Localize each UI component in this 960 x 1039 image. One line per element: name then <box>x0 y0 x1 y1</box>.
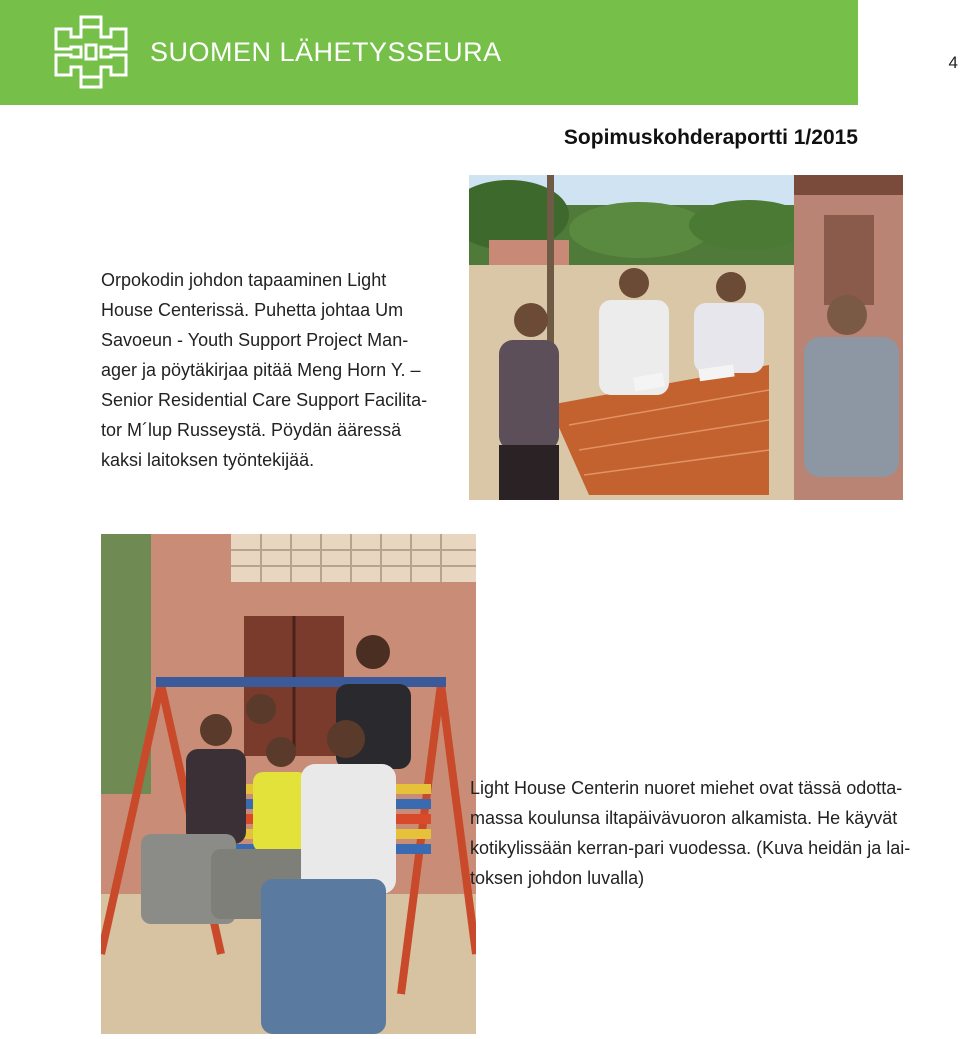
caption-line: Senior Residential Care Support Facilita- <box>101 390 428 410</box>
caption-line: kaksi laitoksen työntekijää. <box>101 450 315 470</box>
youth-caption <box>470 773 950 893</box>
page-number: 4 <box>948 53 958 72</box>
caption-line: toksen johdon luvalla) <box>470 868 645 888</box>
organization-name: SUOMEN LÄHETYSSEURA <box>150 37 502 67</box>
meeting-caption <box>101 265 451 475</box>
caption-line: Orpokodin johdon tapaaminen Light <box>101 270 387 290</box>
caption-line: kotikylissään kerran-pari vuodessa. (Kuva heidän ja lai- <box>470 838 911 858</box>
report-title: Sopimuskohderaportti 1/2015 <box>563 126 858 149</box>
caption-line: Savoeun - Youth Support Project Man- <box>101 330 409 350</box>
caption-line: ager ja pöytäkirjaa pitää Meng Horn Y. – <box>101 360 421 380</box>
cross-pattern-logo-icon <box>54 15 128 89</box>
caption-line: tor M´lup Russeystä. Pöydän ääressä <box>101 420 402 440</box>
caption-line: Light House Centerin nuoret miehet ovat tässä odotta- <box>470 778 903 798</box>
caption-line: massa koulunsa iltapäivävuoron alkamista. He käyvät <box>470 808 898 828</box>
youth-on-swing-photo <box>101 534 476 1034</box>
caption-line: House Centerissä. Puhetta johtaa Um <box>101 300 404 320</box>
header-banner <box>0 0 858 105</box>
meeting-photo <box>469 175 903 500</box>
